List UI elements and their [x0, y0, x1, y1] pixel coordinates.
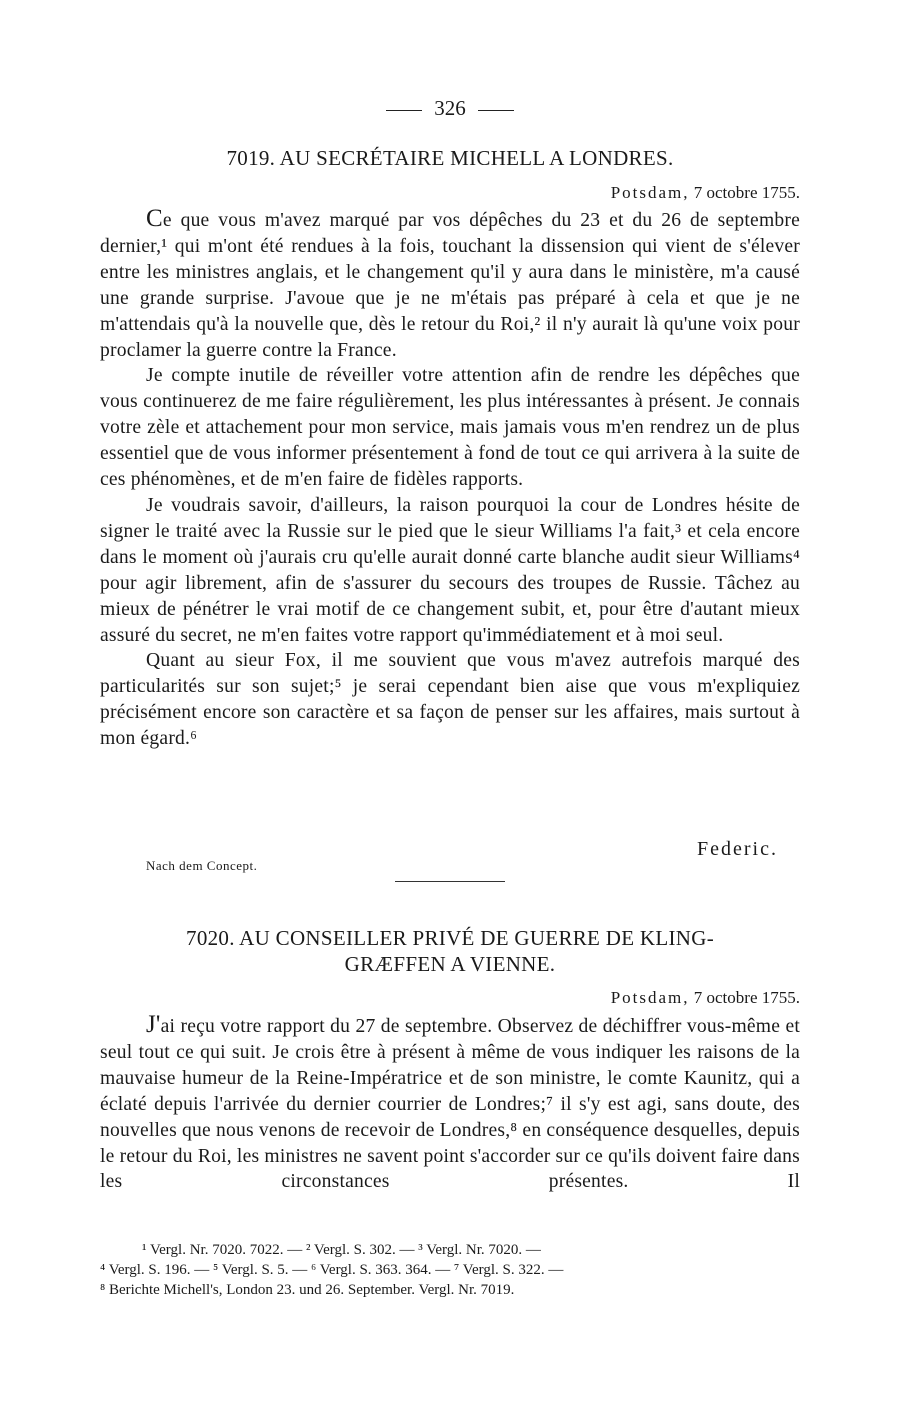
footnote-line: ⁸ Berichte Michell's, London 23. und 26. September. Vergl. Nr. 7019. — [100, 1282, 515, 1298]
footnotes — [100, 1240, 800, 1300]
paragraph: Je compte inutile de réveiller votre attention afin de rendre les dépêches que vous continuerez de me faire régulièrement, les plus intéressantes à présent. Je connais votre zèle et attachement pour mon service, mais jamais vous m'en rendrez un de plus essentiel que de vous informer présentement à fond de tout ce qui arrivera à la suite de ces phénomènes, et de m'en faire de fidèles rapports. — [100, 365, 800, 491]
signature: Federic. — [697, 838, 778, 860]
page-number: 326 — [0, 96, 900, 121]
section-divider — [395, 881, 505, 882]
dateline-7019: Potsdam, 7 octobre 1755. — [610, 183, 800, 202]
letter-heading-7019: 7019. AU SECRÉTAIRE MICHELL A LONDRES. — [226, 146, 674, 170]
dateline-7020: Potsdam, 7 octobre 1755. — [610, 988, 800, 1007]
paragraph: Je voudrais savoir, d'ailleurs, la raison pourquoi la cour de Londres hésite de signer le traité avec la Russie sur le pied que le sieur Williams l'a fait,³ et cela encore dans le moment où j'aurais cru qu'elle aurait donné carte blanche audit sieur Williams⁴ pour agir librement, afin de s'assurer du secours des troupes de Russie. Tâchez au mieux de pénétrer le vrai motif de ce changement subit, et, pour être d'autant mieux assuré du secret, ne m'en faites votre rapport qu'immédiatement et à moi seul. — [100, 494, 800, 646]
folio-dash-right — [478, 110, 514, 111]
footnote-line: ⁴ Vergl. S. 196. — ⁵ Vergl. S. 5. — ⁶ Vergl. S. 363. 364. — ⁷ Vergl. S. 322. — — [100, 1262, 564, 1278]
letter-body-7019 — [100, 206, 800, 752]
paragraph: Quant au sieur Fox, il me souvient que vous m'avez autrefois marqué des particularités sur son sujet;⁵ je serai cependant bien aise que vous m'expliquiez précisément encore son caractère et sa façon de penser sur les affaires, mais surtout à mon égard.⁶ — [100, 650, 800, 750]
paragraph: J'ai reçu votre rapport du 27 de septembre. Observez de déchiffrer vous-même et seul tout ce qui suit. Je crois être à présent à même de vous indiquer les raisons de la mauvaise humeur de la Reine-Impératrice et de son ministre, le comte Kaunitz, qui a éclaté depuis l'arrivée du dernier courrier de Londres;⁷ il s'y est agi, sans doute, des nouvelles que nous venons de recevoir de Londres,⁸ en conséquence desquelles, depuis le retour du Roi, les ministres ne savent point s'accorder sur ce qu'ils doivent faire dans les circonstances présentes. Il — [100, 1011, 800, 1193]
folio-dash-left — [386, 110, 422, 111]
source-note: Nach dem Concept. — [146, 858, 258, 873]
letter-body-7020 — [100, 1012, 800, 1195]
letter-heading-7020: 7020. AU CONSEILLER PRIVÉ DE GUERRE DE KLING- GRÆFFEN A VIENNE. — [186, 926, 714, 976]
paragraph: Ce que vous m'avez marqué par vos dépêches du 23 et du 26 de septembre dernier,¹ qui m'ont été rendues à la fois, touchant la dissension qui vient de s'élever entre les ministres anglais, et le changement qu'il y aura dans le ministère, m'a causé une grande surprise. J'avoue que je ne m'étais pas préparé à cela et que je ne m'attendais qu'à la nouvelle que, dès le retour du Roi,² il n'y aurait là qu'une voix pour proclamer la guerre contre la France. — [100, 205, 800, 361]
footnote-line: ¹ Vergl. Nr. 7020. 7022. — ² Vergl. S. 302. — ³ Vergl. Nr. 7020. — — [142, 1242, 541, 1258]
